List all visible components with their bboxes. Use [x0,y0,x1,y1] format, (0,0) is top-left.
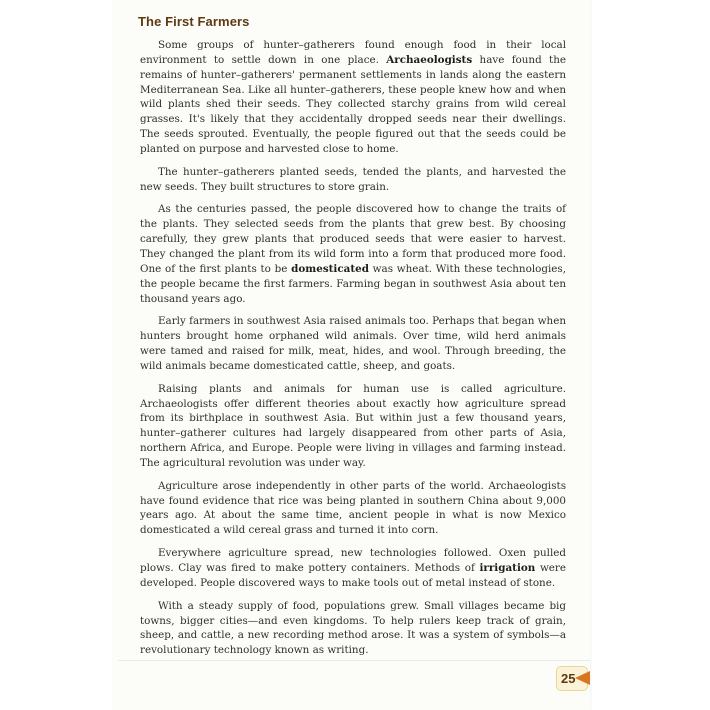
text-run: Early farmers in southwest Asia raised animals too. Perhaps that began when hunters brought home orphaned wild animals. Over time, wild herd animals were tamed and raised for milk, meat, hides, and wool. Through breeding, the wild animals became domesticated cattle, sheep, and goats. [140,315,566,372]
page-number: 25 [561,671,576,686]
paragraph [140,479,566,538]
key-term: domesticated [291,262,369,275]
left-pointing-triangle-icon [575,671,590,685]
text-run: With a steady supply of food, populations grew. Small villages became big towns, bigger cities—and even kingdoms. To help rulers keep track of grain, sheep, and cattle, a new recording method arose. It was a system of symbols—a revolutionary technology known as writing. [140,599,566,657]
text-run: have found the remains of hunter–gatherers' permanent settlements in lands along the eastern Mediterranean Sea. Like all hunter–gatherers, these people knew how and when wild plants shed their seeds. They collected starchy grains from wild cereal grasses. It's likely that they accidentally dropped seeds near their dwellings. The seeds sprouted. Eventually, the people figured out that the seeds could be planted on purpose and harvested close to home. [140,53,566,155]
article-body [140,38,566,666]
text-run: was wheat. With these technologies, the people became the first farmers. Farming began in southwest Asia about ten thousand years ago. [140,262,566,305]
paragraph [140,38,566,157]
paragraph [140,546,566,591]
paragraph [140,314,566,373]
key-term: Archaeologists [386,53,473,66]
paragraph [140,599,566,658]
paragraph [140,165,566,195]
paragraph [140,202,566,306]
text-run: Some groups of hunter–gatherers found enough food in their local environment to settle down in one place. [140,39,566,66]
paragraph [140,382,566,471]
footer-divider [118,660,590,661]
text-run: Raising plants and animals for human use is called agriculture. Archaeologists offer different theories about exactly how agriculture spread from its birthplace in southwest Asia. But within just a few thousand years, hunter–gatherer cultures had largely disappeared from other parts of Asia, northern Africa, and Europe. People were living in villages and farming instead. The agricultural revolution was under way. [140,382,566,469]
section-title: The First Farmers [138,14,250,29]
text-run: Agriculture arose independently in other parts of the world. Archaeologists have found evidence that rice was being planted in southern China about 9,000 years ago. At about the same time, ancient people in what is now Mexico domesticated a wild cereal grass and turned it into corn. [140,479,566,537]
text-run: were developed. People discovered ways to make tools out of metal instead of stone. [140,562,566,589]
text-run: Everywhere agriculture spread, new technologies followed. Oxen pulled plows. Clay was fired to make pottery containers. Methods of [140,547,566,574]
text-run: The hunter–gatherers planted seeds, tended the plants, and harvested the new seeds. They built structures to store grain. [140,165,566,193]
text-run: As the centuries passed, the people discovered how to change the traits of the plants. They selected seeds from the plants that grew best. By choosing carefully, they grew plants that produced seeds that were easier to harvest. They changed the plant from its wild form into a form that produced more food. One of the first plants to be [140,203,566,275]
key-term: irrigation [479,562,536,574]
